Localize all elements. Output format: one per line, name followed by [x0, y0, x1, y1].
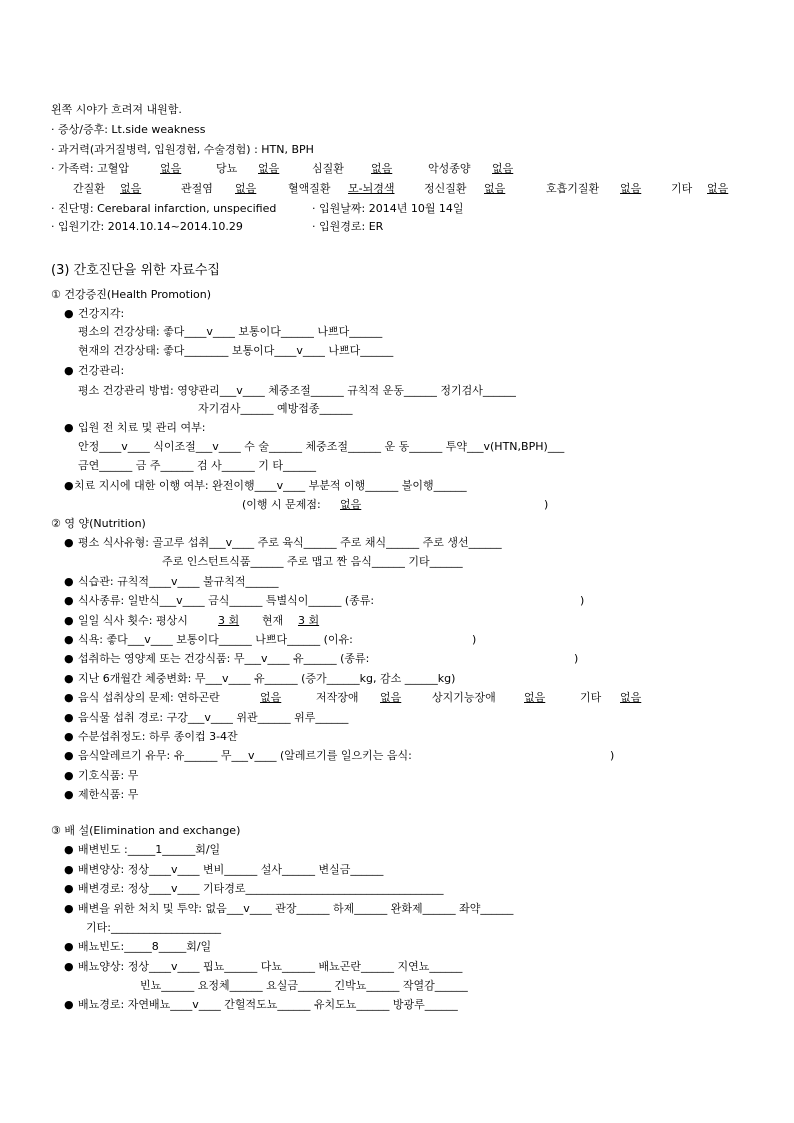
- family-heart-label: 심질환: [312, 162, 344, 175]
- nutrition-title: ② 영 양(Nutrition): [51, 517, 146, 530]
- symptom-text: · 증상/증후: Lt.side weakness: [51, 123, 206, 136]
- usual-health-row: 평소의 건강상태: 좋다____v____ 보통이다______ 나쁘다______: [78, 325, 383, 338]
- health-promotion-title: ① 건강증진(Health Promotion): [51, 288, 212, 301]
- intake-other-label: 기타: [580, 691, 602, 704]
- family-hypertension-value: 없음: [160, 162, 182, 175]
- family-arthritis-value: 없음: [235, 182, 257, 195]
- family-other-label: 기타: [671, 182, 693, 195]
- elimination-title: ③ 배 설(Elimination and exchange): [51, 824, 241, 837]
- food-allergy-close: ): [610, 749, 615, 762]
- diet-kind-close: ): [580, 594, 585, 607]
- family-history-label: · 가족력: 고혈압: [51, 162, 129, 175]
- bullet-icon: ●: [64, 843, 74, 856]
- bullet-icon: ●: [64, 479, 74, 492]
- compliance-row: 치료 지시에 대한 이행 여부: 완전이행____v____ 부분적 이행______ 불이행______: [74, 479, 467, 492]
- bullet-icon: ●: [64, 672, 74, 685]
- pre-admission-care-row2: 금연______ 금 주______ 검 사______ 기 타______: [78, 459, 316, 472]
- diet-type-row: 평소 식사유형: 골고루 섭취___v____ 주로 육식______ 주로 채식______ 주로 생선______: [78, 536, 502, 549]
- bullet-icon: ●: [64, 749, 74, 762]
- family-heart-value: 없음: [371, 162, 393, 175]
- intake-other-value: 없음: [620, 691, 642, 704]
- bullet-icon: ●: [64, 960, 74, 973]
- compliance-problem-close: ): [544, 498, 549, 511]
- diet-type-row2: 주로 인스턴트식품______ 주로 맵고 짠 음식______ 기타______: [162, 555, 463, 568]
- health-management-label: 건강관리:: [78, 364, 125, 377]
- urine-pattern-row2: 빈뇨______ 요정체______ 요실금______ 긴박뇨______ 작열감______: [140, 979, 468, 992]
- family-liver-label: 간질환: [73, 182, 105, 195]
- food-allergy-row: 음식알레르기 유무: 유______ 무___v____ (알레르기를 일으키는 음식:: [78, 749, 412, 762]
- bullet-icon: ●: [64, 594, 74, 607]
- diet-kind-row: 식사종류: 일반식___v____ 금식______ 특별식이______ (종류:: [78, 594, 375, 607]
- history-text: · 과거력(과거질병력, 입원경험, 수술경험) : HTN, BPH: [51, 143, 314, 156]
- bullet-icon: ●: [64, 421, 74, 434]
- family-blood-label: 혈액질환: [288, 182, 331, 195]
- bullet-icon: ●: [64, 940, 74, 953]
- bowel-frequency-row: 배변빈도 :_____1______회/일: [78, 843, 221, 856]
- meal-count-label: 일일 식사 횟수: 평상시: [78, 614, 188, 627]
- current-health-row: 현재의 건강상태: 좋다________ 보통이다____v____ 나쁘다______: [78, 344, 394, 357]
- bullet-icon: ●: [64, 769, 74, 782]
- chewing-label: 저작장애: [316, 691, 359, 704]
- supplement-close: ): [574, 652, 579, 665]
- bullet-icon: ●: [64, 730, 74, 743]
- bullet-icon: ●: [64, 691, 74, 704]
- urine-pattern-row: 배뇨양상: 정상____v____ 핍뇨______ 다뇨______ 배뇨곤란______ 지연뇨______: [78, 960, 463, 973]
- bullet-icon: ●: [64, 575, 74, 588]
- family-other-value: 없음: [707, 182, 729, 195]
- family-respiratory-value: 없음: [620, 182, 642, 195]
- admit-date-text: · 입원날짜: 2014년 10월 14일: [312, 202, 464, 215]
- family-cancer-label: 악성종양: [428, 162, 471, 175]
- family-liver-value: 없음: [120, 182, 142, 195]
- family-mental-label: 정신질환: [424, 182, 467, 195]
- pre-admission-care-label: 입원 전 치료 및 관리 여부:: [78, 421, 206, 434]
- fluid-intake-row: 수분섭취정도: 하루 종이컵 3-4잔: [78, 730, 238, 743]
- meal-count-usual-value: 3 회: [218, 614, 240, 627]
- bowel-pattern-row: 배변양상: 정상____v____ 변비______ 설사______ 변실금______: [78, 863, 384, 876]
- compliance-problem-label: (이행 시 문제점:: [242, 498, 321, 511]
- meal-count-current-label: 현재: [262, 614, 284, 627]
- health-management-row: 평소 건강관리 방법: 영양관리___v____ 체중조절______ 규칙적 운동______ 정기검사______: [78, 384, 516, 397]
- bullet-icon: ●: [64, 788, 74, 801]
- bullet-icon: ●: [64, 998, 74, 1011]
- bullet-icon: ●: [64, 633, 74, 646]
- intro-text: 왼쪽 시야가 흐려져 내원함.: [51, 103, 182, 116]
- bowel-route-row: 배변경로: 정상____v____ 기타경로____________________________________: [78, 882, 444, 895]
- bullet-icon: ●: [64, 711, 74, 724]
- family-arthritis-label: 관절염: [181, 182, 213, 195]
- intake-route-row: 음식물 섭취 경로: 구강___v____ 위관______ 위루______: [78, 711, 349, 724]
- bullet-icon: ●: [64, 307, 74, 320]
- bullet-icon: ●: [64, 882, 74, 895]
- bullet-icon: ●: [64, 536, 74, 549]
- family-cancer-value: 없음: [492, 162, 514, 175]
- appetite-close: ): [472, 633, 477, 646]
- bullet-icon: ●: [64, 902, 74, 915]
- weight-change-row: 지난 6개월간 체중변화: 무___v____ 유______ (증가______kg, 감소 ______kg): [78, 672, 456, 685]
- urine-frequency-row: 배뇨빈도:_____8_____회/일: [78, 940, 212, 953]
- family-mental-value: 없음: [484, 182, 506, 195]
- compliance-problem-value: 없음: [340, 498, 362, 511]
- pre-admission-care-row: 안정____v____ 식이조절___v____ 수 술______ 체중조절______ 운 동______ 투약___v(HTN,BPH)___: [78, 440, 565, 453]
- family-blood-value: 모-뇌경색: [348, 182, 395, 195]
- bullet-icon: ●: [64, 652, 74, 665]
- health-perception-label: 건강지각:: [78, 307, 125, 320]
- diagnosis-text: · 진단명: Cerebaral infarction, unspecified: [51, 202, 277, 215]
- bowel-treatment-row: 배변을 위한 처치 및 투약: 없음___v____ 관장______ 하제______ 완화제______ 좌약______: [78, 902, 514, 915]
- bullet-icon: ●: [64, 364, 74, 377]
- admit-route-text: · 입원경로: ER: [312, 220, 384, 233]
- bowel-treatment-other: 기타:____________________: [86, 921, 221, 934]
- urine-route-row: 배뇨경로: 자연배뇨____v____ 간헐적도뇨______ 유치도뇨______ 방광루______: [78, 998, 458, 1011]
- family-diabetes-value: 없음: [258, 162, 280, 175]
- bullet-icon: ●: [64, 614, 74, 627]
- eating-habit-row: 식습관: 규칙적____v____ 불규칙적______: [78, 575, 279, 588]
- section-title: (3) 간호진단을 위한 자료수집: [51, 263, 220, 278]
- supplement-row: 섭취하는 영양제 또는 건강식품: 무___v____ 유______ (종류:: [78, 652, 370, 665]
- restricted-food-row: 제한식품: 무: [78, 788, 139, 801]
- meal-count-current-value: 3 회: [298, 614, 320, 627]
- chewing-value: 없음: [380, 691, 402, 704]
- dysphagia-value: 없음: [260, 691, 282, 704]
- admit-period-text: · 입원기간: 2014.10.14~2014.10.29: [51, 220, 243, 233]
- intake-problem-label: 음식 섭취상의 문제: 연하곤란: [78, 691, 220, 704]
- bullet-icon: ●: [64, 863, 74, 876]
- upper-limb-value: 없음: [524, 691, 546, 704]
- family-respiratory-label: 호흡기질환: [546, 182, 600, 195]
- preferred-food-row: 기호식품: 무: [78, 769, 139, 782]
- health-management-row2: 자기검사______ 예방접종______: [198, 402, 353, 415]
- upper-limb-label: 상지기능장애: [432, 691, 496, 704]
- family-diabetes-label: 당뇨: [216, 162, 238, 175]
- appetite-row: 식욕: 좋다___v____ 보통이다______ 나쁘다______ (이유:: [78, 633, 353, 646]
